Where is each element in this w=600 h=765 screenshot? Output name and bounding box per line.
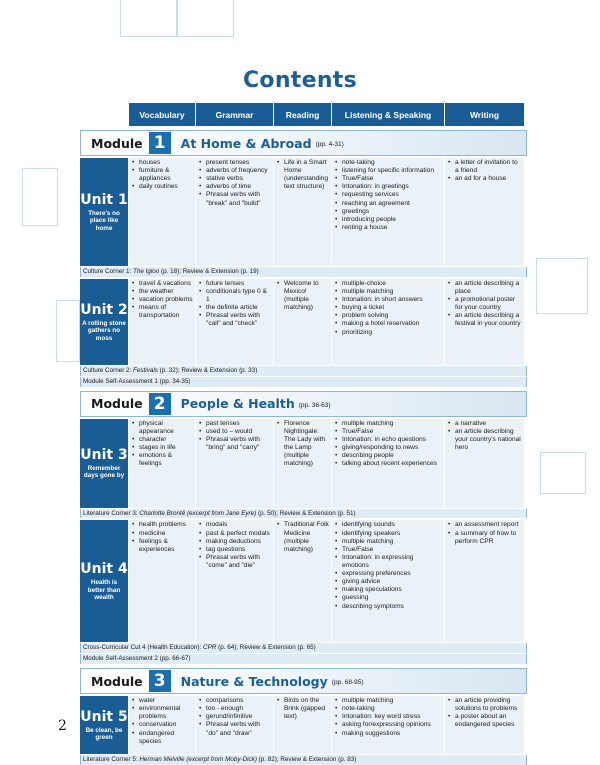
- note-pages: (p. 64); Review & Extension (p. 65): [216, 644, 316, 652]
- module-label: Module: [91, 396, 143, 412]
- unit-footer-note: [80, 755, 527, 765]
- header-grammar: Grammar: [196, 103, 273, 126]
- unit-name: Unit 5: [80, 708, 128, 725]
- note-title: Festivals: [133, 366, 158, 374]
- note-text: Module Self-Assessment 2 (pp. 66-67): [83, 655, 191, 663]
- unit-row: [80, 158, 527, 266]
- listening-item: • describing symptoms: [342, 603, 442, 611]
- unit-name: Unit 2: [80, 301, 128, 318]
- unit-name: Unit 4: [80, 561, 128, 578]
- unit-subtitle: There's no place like home: [88, 209, 120, 232]
- note-title: Herman Melville (excerpt from Moby-Dick): [139, 756, 257, 764]
- listening-item: • listening for specific information: [342, 167, 442, 175]
- module-title: People & Health: [180, 396, 295, 412]
- listening-item: • asking for/expressing opinions: [342, 721, 442, 729]
- module-pages: (pp. 36-63): [298, 401, 331, 409]
- grammar-item: • the definite article: [206, 304, 271, 312]
- module-title: At Home & Abroad: [180, 135, 312, 151]
- vocabulary-item: • emotions & feelings: [139, 452, 193, 468]
- unit-row: [80, 419, 527, 508]
- unit-subtitle: Health is better than wealth: [87, 579, 121, 602]
- reading-item: • Traditional Folk Medicine (multiple matching): [284, 521, 329, 553]
- writing-item: • a narrative: [455, 420, 522, 428]
- unit-reading-cell: [274, 279, 331, 365]
- vocabulary-item: • environmental problems: [139, 705, 193, 721]
- unit-label-cell: [80, 158, 128, 266]
- note-text: Literature Corner 5:: [83, 756, 140, 764]
- grammar-item: • Phrasal verbs with "break" and "build": [206, 191, 271, 207]
- unit-vocabulary-cell: [129, 696, 195, 754]
- unit-vocabulary-cell: [129, 158, 195, 266]
- unit-listening-cell: [332, 279, 444, 365]
- note-pages: (p. 82); Review & Extension (p. 83): [256, 756, 357, 764]
- deco-square-6: [540, 452, 586, 494]
- vocabulary-item: • character: [139, 436, 193, 444]
- vocabulary-item: • vacation problems: [139, 296, 193, 304]
- listening-item: • True/False: [342, 175, 442, 183]
- module-number: 3: [149, 670, 171, 692]
- writing-item: • a promotional poster for your country: [455, 296, 522, 312]
- listening-item: • Intonation: in greetings: [342, 183, 442, 191]
- deco-square-3: [22, 168, 58, 226]
- deco-square-2: [176, 0, 234, 37]
- unit-writing-cell: [445, 419, 524, 508]
- deco-square-5: [536, 258, 588, 314]
- reading-item: • Welcome to Mexico! (multiple matching): [284, 280, 329, 312]
- grammar-item: • comparisons: [206, 697, 271, 705]
- grammar-item: • Phrasal verbs with "come" and "die": [206, 554, 271, 570]
- module-label: Module: [91, 135, 143, 151]
- unit-reading-cell: [274, 419, 331, 508]
- header-vocabulary: Vocabulary: [129, 103, 195, 126]
- listening-item: • multiple matching: [342, 697, 442, 705]
- module-pages: (pp. 68-95): [331, 679, 364, 687]
- grammar-item: • making deductions: [206, 538, 271, 546]
- vocabulary-item: • furniture & appliances: [139, 167, 193, 183]
- vocabulary-item: • travel & vacations: [139, 280, 193, 288]
- listening-item: • making suggestions: [342, 730, 442, 738]
- reading-item: • Birds on the Brink (gapped text): [284, 697, 329, 721]
- grammar-item: • too - enough: [206, 705, 271, 713]
- unit-vocabulary-cell: [129, 279, 195, 365]
- grammar-item: • Phrasal verbs with "bring" and "carry": [206, 436, 271, 452]
- note-title: CPR: [203, 644, 217, 652]
- page-title: Contents: [242, 68, 358, 93]
- listening-item: • expressing preferences: [342, 570, 442, 578]
- deco-square-1: [120, 0, 178, 37]
- reading-item: • Florence Nightingale: The Lady with the Lamp (multiple matching): [284, 420, 329, 469]
- module-number: 1: [149, 132, 171, 154]
- writing-item: • an article describing a place: [455, 280, 522, 296]
- unit-label-cell: [80, 279, 128, 365]
- modules-container: [80, 130, 527, 765]
- listening-item: • Intonation: in expressing emotions: [342, 554, 442, 570]
- listening-item: • multiple matching: [342, 420, 442, 428]
- writing-item: • an article describing a festival in your country: [455, 312, 522, 328]
- listening-item: • note-taking: [342, 159, 442, 167]
- listening-item: • giving/responding to news: [342, 444, 442, 452]
- note-pages: (p. 32); Review & Extension (p. 33): [157, 366, 258, 374]
- unit-grammar-cell: [196, 696, 273, 754]
- grammar-item: • adverbs of frequency: [206, 167, 271, 175]
- listening-item: • talking about recent experiences: [342, 460, 442, 468]
- vocabulary-item: • endangered species: [139, 730, 193, 746]
- note-pages: (p. 18); Review & Extension (p. 19): [159, 268, 259, 275]
- unit-writing-cell: [445, 520, 524, 642]
- grammar-item: • adverbs of time: [206, 183, 271, 191]
- grammar-item: • stative verbs: [206, 175, 271, 183]
- listening-item: • requesting services: [342, 191, 442, 199]
- unit-footer-note: [80, 267, 527, 277]
- listening-item: • buying a ticket: [342, 304, 442, 312]
- vocabulary-item: • feelings & experiences: [139, 538, 193, 554]
- vocabulary-item: • medicine: [139, 530, 193, 538]
- note-text: Module Self-Assessment 1 (pp. 34-35): [83, 377, 191, 385]
- vocabulary-item: • houses: [139, 159, 193, 167]
- listening-item: • note-taking: [342, 705, 442, 713]
- listening-item: • renting a house: [342, 224, 442, 232]
- unit-grammar-cell: [196, 520, 273, 642]
- module-pages: (pp. 4-31): [315, 141, 344, 148]
- listening-item: • Intonation: in echo questions: [342, 436, 442, 444]
- unit-grammar-cell: [196, 158, 273, 266]
- grammar-item: • gerund/infinitive: [206, 713, 271, 721]
- unit-grammar-cell: [196, 279, 273, 365]
- deco-square-4: [56, 300, 80, 362]
- listening-item: • Intonation: key word stress: [342, 713, 442, 721]
- vocabulary-item: • physical appearance: [139, 420, 193, 436]
- note-text: Literature Corner 3:: [83, 509, 140, 517]
- page-number: 2: [58, 718, 67, 734]
- writing-item: • an article describing your country's national hero: [455, 428, 522, 452]
- listening-item: • True/False: [342, 428, 442, 436]
- grammar-item: • modals: [206, 521, 271, 529]
- listening-item: • identifying speakers: [342, 530, 442, 538]
- unit-name: Unit 1: [80, 191, 128, 208]
- unit-listening-cell: [332, 520, 444, 642]
- grammar-item: • Phrasal verbs with "do" and "draw": [206, 721, 271, 737]
- listening-item: • reaching an agreement: [342, 200, 442, 208]
- header-writing: Writing: [445, 103, 524, 126]
- module-banner: [80, 668, 527, 694]
- grammar-item: • used to – would: [206, 428, 271, 436]
- note-title: Charlotte Brontë (excerpt from Jane Eyre): [139, 509, 257, 517]
- vocabulary-item: • health problems: [139, 521, 193, 529]
- unit-label-cell: [80, 696, 128, 754]
- vocabulary-item: • water: [139, 697, 193, 705]
- grammar-item: • present tenses: [206, 159, 271, 167]
- unit-footer-note: [80, 654, 527, 664]
- unit-vocabulary-cell: [129, 419, 195, 508]
- listening-item: • making a hotel reservation: [342, 320, 442, 328]
- vocabulary-item: • daily routines: [139, 183, 193, 191]
- unit-row: [80, 279, 527, 365]
- listening-item: • multiple matching: [342, 288, 442, 296]
- unit-name: Unit 3: [80, 446, 128, 463]
- unit-reading-cell: [274, 696, 331, 754]
- writing-item: • a summary of how to perform CPR: [455, 530, 522, 546]
- module-banner: [80, 391, 527, 417]
- vocabulary-item: • means of transportation: [139, 304, 193, 320]
- vocabulary-item: • conservation: [139, 721, 193, 729]
- header-reading: Reading: [274, 103, 331, 126]
- note-pages: (p. 50); Review & Extension (p. 51): [256, 509, 356, 517]
- listening-item: • multiple matching: [342, 538, 442, 546]
- unit-subtitle: Remember days gone by: [83, 464, 125, 480]
- note-text: Culture Corner 1:: [83, 268, 134, 275]
- unit-row: [80, 696, 527, 754]
- listening-item: • problem solving: [342, 312, 442, 320]
- listening-item: • introducing people: [342, 216, 442, 224]
- note-text: Culture Corner 2:: [83, 366, 134, 374]
- unit-subtitle: Be clean, be green: [85, 726, 123, 742]
- grammar-item: • past & perfect modals: [206, 530, 271, 538]
- note-text: Cross-Curricular Cut 4 (Health Education):: [83, 644, 204, 652]
- unit-footer-note: [80, 377, 527, 387]
- writing-item: • a poster about an endangered species: [455, 713, 522, 729]
- vocabulary-item: • the weather: [139, 288, 193, 296]
- listening-item: • prioritizing: [342, 329, 442, 337]
- grammar-item: • future tenses: [206, 280, 271, 288]
- unit-label-cell: [80, 419, 128, 508]
- grammar-item: • past tenses: [206, 420, 271, 428]
- listening-item: • Intonation: in short answers: [342, 296, 442, 304]
- listening-item: • making speculations: [342, 586, 442, 594]
- module-title: Nature & Technology: [180, 673, 328, 689]
- module-banner: [80, 130, 527, 156]
- unit-listening-cell: [332, 696, 444, 754]
- unit-reading-cell: [274, 158, 331, 266]
- listening-item: • greetings: [342, 208, 442, 216]
- listening-item: • guessing: [342, 594, 442, 602]
- unit-writing-cell: [445, 158, 524, 266]
- reading-item: • Life in a Smart Home (understanding text structure): [284, 159, 329, 191]
- contents-table: [80, 103, 527, 765]
- unit-footer-note: [80, 509, 527, 519]
- unit-footer-note: [80, 643, 527, 653]
- listening-item: • describing people: [342, 452, 442, 460]
- listening-item: • multiple-choice: [342, 280, 442, 288]
- grammar-item: • tag questions: [206, 546, 271, 554]
- unit-grammar-cell: [196, 419, 273, 508]
- unit-listening-cell: [332, 419, 444, 508]
- writing-item: • an ad for a house: [455, 175, 522, 183]
- header-listening-speaking: Listening & Speaking: [332, 103, 444, 126]
- unit-writing-cell: [445, 696, 524, 754]
- writing-item: • an assessment report: [455, 521, 522, 529]
- unit-row: [80, 520, 527, 642]
- column-headers: [128, 103, 527, 126]
- module-label: Module: [91, 673, 143, 689]
- grammar-item: • Phrasal verbs with "call" and "check": [206, 312, 271, 328]
- listening-item: • giving advice: [342, 578, 442, 586]
- listening-item: • True/False: [342, 546, 442, 554]
- unit-footer-note: [80, 366, 527, 376]
- unit-label-cell: [80, 520, 128, 642]
- writing-item: • an article providing solutions to problems: [455, 697, 522, 713]
- module-number: 2: [149, 393, 171, 415]
- unit-vocabulary-cell: [129, 520, 195, 642]
- vocabulary-item: • stages in life: [139, 444, 193, 452]
- unit-subtitle: A rolling stone gathers no moss: [82, 319, 126, 342]
- unit-listening-cell: [332, 158, 444, 266]
- grammar-item: • conditionals type 0 & 1: [206, 288, 271, 304]
- unit-writing-cell: [445, 279, 524, 365]
- writing-item: • a letter of invitation to a friend: [455, 159, 522, 175]
- unit-reading-cell: [274, 520, 331, 642]
- listening-item: • identifying sounds: [342, 521, 442, 529]
- note-title: The Igloo: [133, 268, 160, 275]
